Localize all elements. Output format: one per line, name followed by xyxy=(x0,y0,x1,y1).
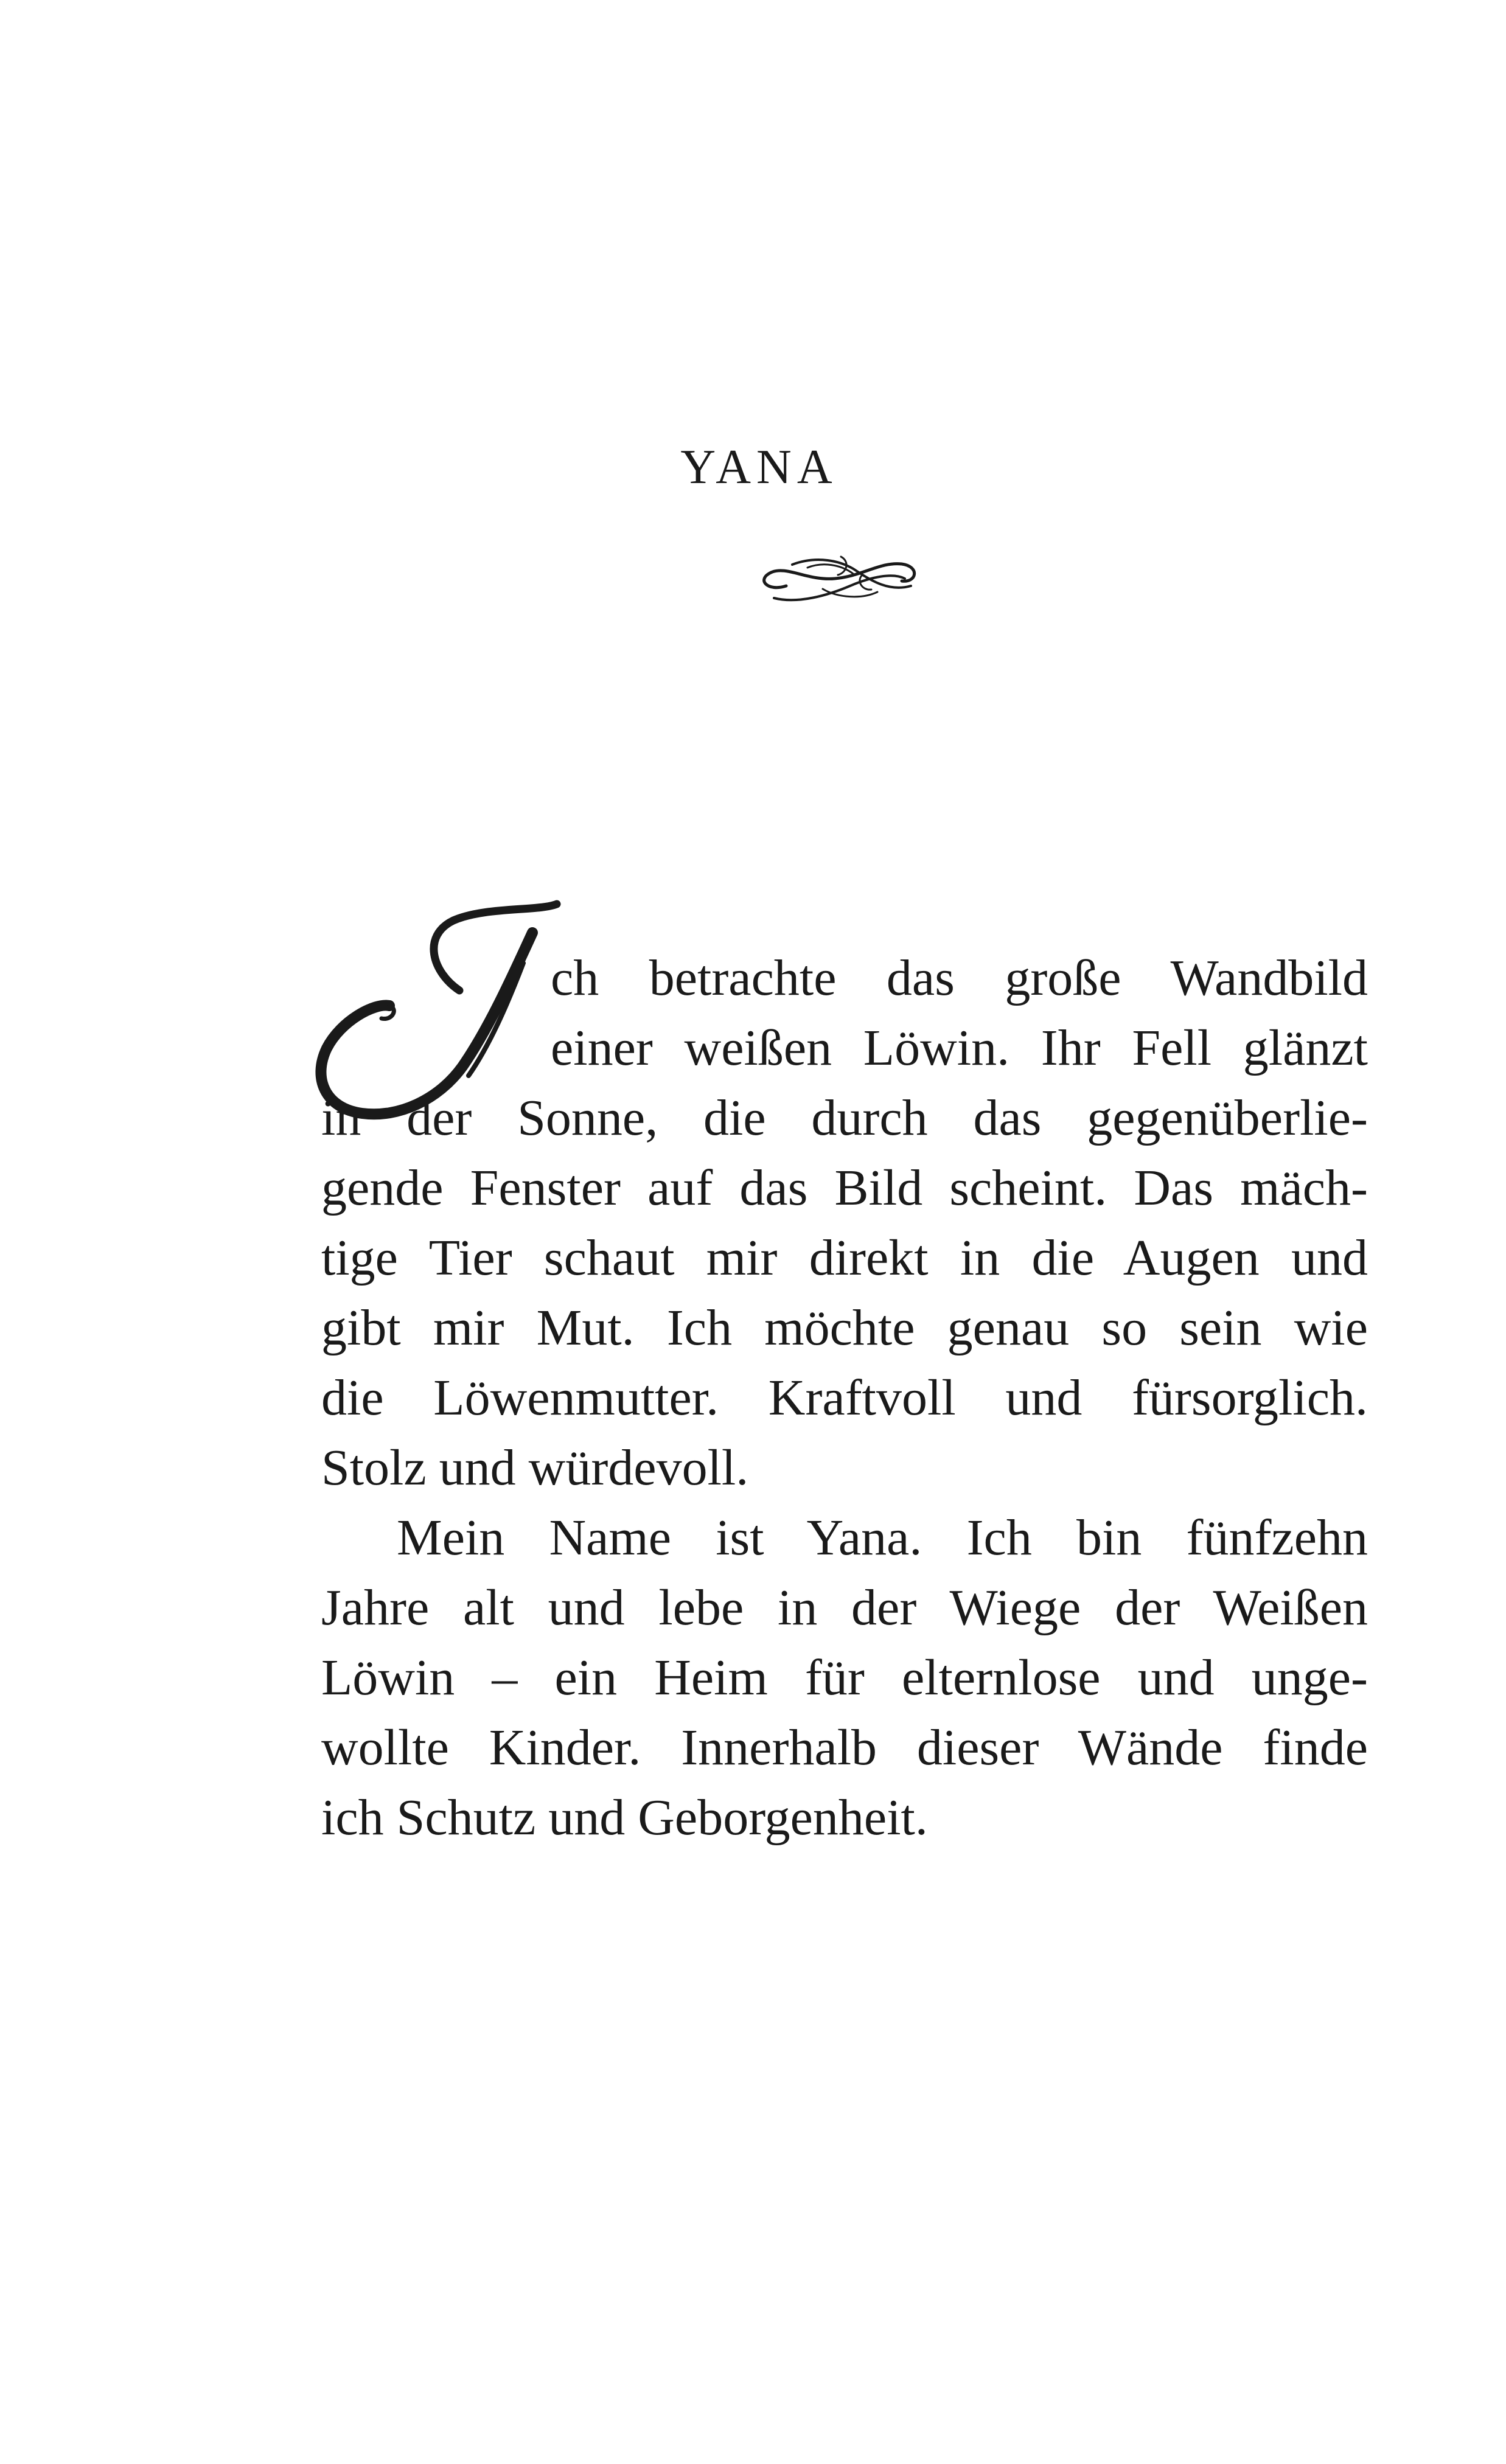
text-line: in der Sonne, die durch das gegenüberlie- xyxy=(321,1090,1368,1146)
text-line: ch betrachte das große Wandbild xyxy=(551,950,1368,1006)
text-line: Stolz und würdevoll. xyxy=(321,1439,749,1496)
text-line: Mein Name ist Yana. Ich bin fünfzehn xyxy=(397,1509,1368,1566)
text-line: gibt mir Mut. Ich möchte genau so sein wie xyxy=(321,1300,1368,1356)
text-line: tige Tier schaut mir direkt in die Augen und xyxy=(321,1230,1368,1286)
text-line: gende Fenster auf das Bild scheint. Das mäch- xyxy=(321,1160,1368,1216)
flourish-ornament-icon xyxy=(750,543,926,611)
text-line: ich Schutz und Geborgenheit. xyxy=(321,1789,928,1846)
text-line: Jahre alt und lebe in der Wiege der Weißen xyxy=(321,1579,1368,1636)
text-line: einer weißen Löwin. Ihr Fell glänzt xyxy=(551,1020,1368,1076)
text-line: Löwin – ein Heim für elternlose und unge- xyxy=(321,1649,1368,1706)
text-line: wollte Kinder. Innerhalb dieser Wände finde xyxy=(321,1719,1368,1776)
chapter-title: YANA xyxy=(680,440,838,494)
text-line: die Löwenmutter. Kraftvoll und fürsorglich. xyxy=(321,1369,1368,1426)
